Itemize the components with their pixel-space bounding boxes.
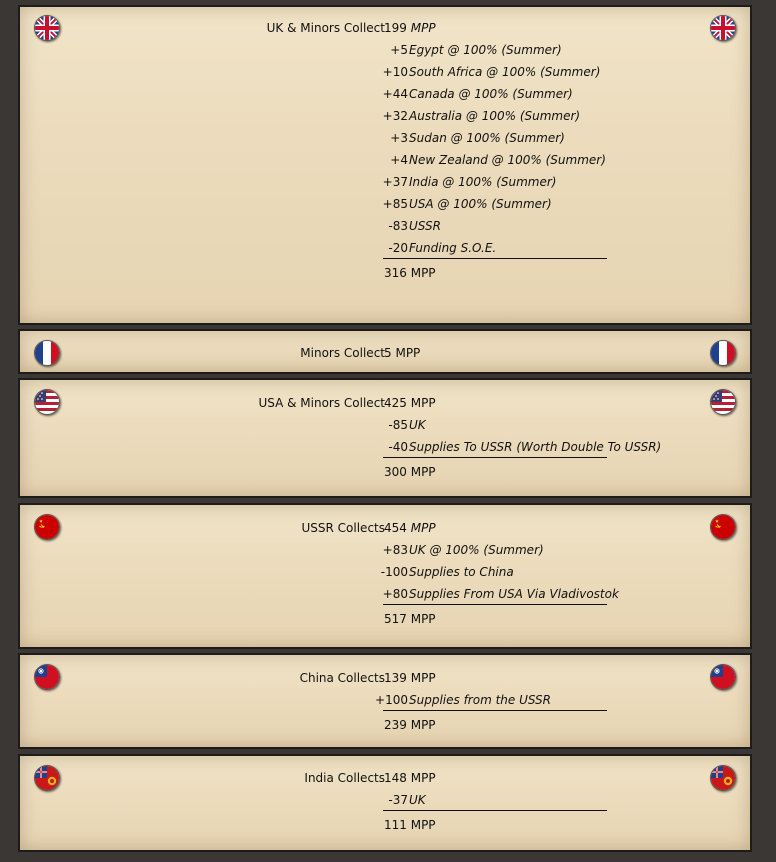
ussr-flag-icon xyxy=(710,514,736,540)
india-item-label: UK xyxy=(409,793,426,807)
france-flag-icon xyxy=(34,340,60,366)
ussr-total: 517 MPP xyxy=(384,612,436,626)
china-panel xyxy=(18,653,752,749)
uk-item-label: South Africa @ 100% (Summer) xyxy=(409,65,601,79)
uk-item-label: Canada @ 100% (Summer) xyxy=(409,87,573,101)
uk-item-amount: +5 xyxy=(390,43,408,57)
ussr-item-label: Supplies to China xyxy=(409,565,514,579)
uk-item-amount: +3 xyxy=(390,131,408,145)
sum-divider xyxy=(383,710,607,711)
sum-divider xyxy=(383,810,607,811)
uk-panel xyxy=(18,5,752,325)
ussr-item-amount: +83 xyxy=(382,543,408,557)
uk-item-amount: -20 xyxy=(388,241,408,255)
uk-item-label: Egypt @ 100% (Summer) xyxy=(409,43,562,57)
uk-flag-icon xyxy=(34,15,60,41)
uk-flag-icon xyxy=(710,15,736,41)
usa-base: 425 MPP xyxy=(384,396,436,410)
china-base: 139 MPP xyxy=(384,671,436,685)
france-panel xyxy=(18,329,752,374)
uk-base: 199 MPP xyxy=(384,21,436,35)
uk-item-label: New Zealand @ 100% (Summer) xyxy=(409,153,606,167)
china-total: 239 MPP xyxy=(384,718,436,732)
usa-title: USA & Minors Collect xyxy=(258,396,385,410)
usa-item-label: UK xyxy=(409,418,426,432)
india-item-amount: -37 xyxy=(388,793,408,807)
sum-divider xyxy=(383,604,607,605)
india-title: India Collects xyxy=(304,771,385,785)
uk-item-label: Sudan @ 100% (Summer) xyxy=(409,131,565,145)
uk-item-amount: +4 xyxy=(390,153,408,167)
usa-total: 300 MPP xyxy=(384,465,436,479)
uk-item-label: USA @ 100% (Summer) xyxy=(409,197,552,211)
usa-flag-icon xyxy=(710,389,736,415)
usa-panel xyxy=(18,378,752,498)
uk-total: 316 MPP xyxy=(384,266,436,280)
india-total: 111 MPP xyxy=(384,818,436,832)
usa-item-amount: -40 xyxy=(388,440,408,454)
ussr-panel xyxy=(18,503,752,649)
china-item-label: Supplies from the USSR xyxy=(409,693,552,707)
ussr-title: USSR Collects xyxy=(301,521,385,535)
ussr-base: 454 MPP xyxy=(384,521,436,535)
uk-item-amount: -83 xyxy=(388,219,408,233)
uk-item-label: India @ 100% (Summer) xyxy=(409,175,557,189)
india-flag-icon xyxy=(710,765,736,791)
uk-item-amount: +44 xyxy=(382,87,408,101)
india-panel xyxy=(18,754,752,852)
china-item-amount: +100 xyxy=(375,693,408,707)
france-flag-icon xyxy=(710,340,736,366)
ussr-item-amount: -100 xyxy=(380,565,408,579)
ussr-flag-icon xyxy=(34,514,60,540)
uk-item-label: Funding S.O.E. xyxy=(409,241,497,255)
china-flag-icon xyxy=(34,664,60,690)
uk-item-amount: +10 xyxy=(382,65,408,79)
uk-title: UK & Minors Collect xyxy=(266,21,385,35)
china-flag-icon xyxy=(710,664,736,690)
usa-item-label: Supplies To USSR (Worth Double To USSR) xyxy=(409,440,662,454)
ussr-item-amount: +80 xyxy=(382,587,408,601)
ussr-item-label: Supplies From USA Via Vladivostok xyxy=(409,587,619,601)
uk-item-amount: +32 xyxy=(382,109,408,123)
uk-item-amount: +85 xyxy=(382,197,408,211)
usa-flag-icon xyxy=(34,389,60,415)
sum-divider xyxy=(383,457,607,458)
china-title: China Collects xyxy=(299,671,385,685)
sum-divider xyxy=(383,258,607,259)
ussr-item-label: UK @ 100% (Summer) xyxy=(409,543,544,557)
india-flag-icon xyxy=(34,765,60,791)
usa-item-amount: -85 xyxy=(388,418,408,432)
uk-item-amount: +37 xyxy=(382,175,408,189)
india-base: 148 MPP xyxy=(384,771,436,785)
uk-item-label: USSR xyxy=(409,219,441,233)
france-base: 5 MPP xyxy=(384,346,421,360)
france-title: Minors Collect xyxy=(300,346,385,360)
uk-item-label: Australia @ 100% (Summer) xyxy=(409,109,581,123)
